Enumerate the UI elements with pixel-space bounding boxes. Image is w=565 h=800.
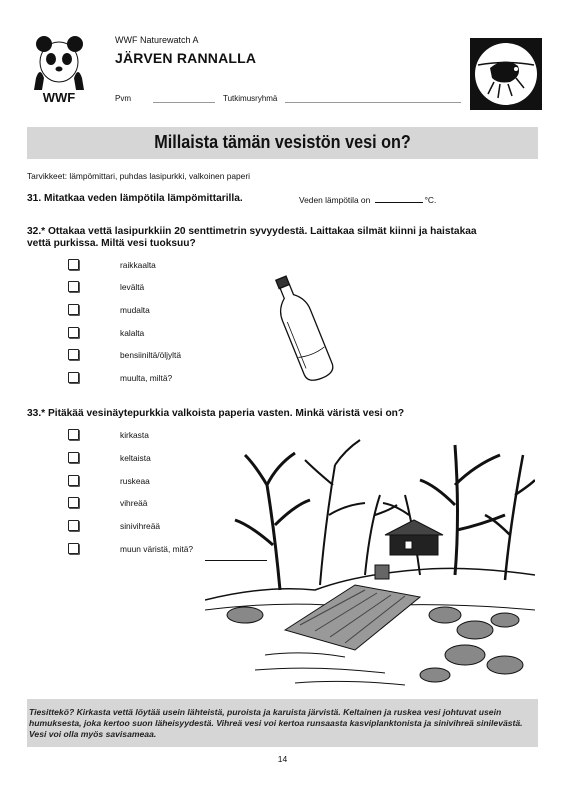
temperature-prefix: Veden lämpötila on	[299, 195, 371, 205]
wwf-panda-logo	[30, 32, 88, 104]
glass-jar-illustration	[265, 272, 340, 387]
question-31: 31. Mitatkaa veden lämpötila lämpömittarilla.	[27, 193, 243, 204]
checkbox[interactable]	[68, 520, 79, 531]
checkbox[interactable]	[68, 372, 79, 383]
logo-text: WWF	[42, 90, 76, 104]
q32-option[interactable]: raikkaalta	[68, 259, 268, 271]
lake-badge-image	[470, 38, 542, 110]
date-field[interactable]	[153, 93, 215, 103]
question-32: 32.* Ottakaa vettä lasipurkkiin 20 senttimetrin syvyydestä. Laittakaa silmät kiinni ja haistakaa vettä purkissa. Miltä vesi tuoksuu?	[27, 226, 477, 249]
checkbox[interactable]	[68, 497, 79, 508]
section-banner	[27, 127, 538, 159]
checkbox[interactable]	[68, 543, 79, 554]
q32-option[interactable]: kalalta	[68, 327, 268, 339]
q33-option[interactable]: keltaista	[68, 452, 268, 464]
q33-option[interactable]: ruskeaa	[68, 475, 268, 487]
q33-option[interactable]: vihreää	[68, 497, 268, 509]
q33-option[interactable]: muun väristä, mitä?	[68, 543, 268, 555]
q32-option[interactable]: bensiiniltä/öljyltä	[68, 349, 268, 361]
checkbox[interactable]	[68, 281, 79, 292]
checkbox[interactable]	[68, 452, 79, 463]
group-label: Tutkimusryhmä	[223, 94, 278, 103]
q32-option[interactable]: levältä	[68, 281, 268, 293]
q33-option[interactable]: kirkasta	[68, 429, 268, 441]
section-title: Millaista tämän vesistön vesi on?	[154, 132, 411, 152]
checkbox[interactable]	[68, 349, 79, 360]
meta-fields	[115, 93, 461, 103]
question-33: 33.* Pitäkää vesinäytepurkkia valkoista paperia vasten. Minkä väristä vesi on?	[27, 408, 405, 419]
q32-option[interactable]: muulta, miltä?	[68, 372, 268, 384]
page-title: JÄRVEN RANNALLA	[115, 50, 257, 66]
checkbox[interactable]	[68, 475, 79, 486]
checkbox[interactable]	[68, 429, 79, 440]
supplies-text: Tarvikkeet: lämpömittari, puhdas lasipurkki, valkoinen paperi	[27, 171, 250, 181]
temperature-suffix: °C.	[424, 195, 437, 205]
q32-option[interactable]: mudalta	[68, 304, 268, 316]
q31-answer	[299, 195, 436, 205]
info-box	[27, 699, 538, 747]
series-label: WWF Naturewatch A	[115, 35, 199, 45]
group-field[interactable]	[285, 93, 461, 103]
checkbox[interactable]	[68, 259, 79, 270]
checkbox[interactable]	[68, 327, 79, 338]
temperature-field[interactable]	[375, 202, 423, 203]
lakeshore-illustration	[205, 425, 535, 690]
q33-option[interactable]: sinivihreää	[68, 520, 268, 532]
date-label: Pvm	[115, 94, 131, 103]
page-number: 14	[277, 754, 288, 764]
checkbox[interactable]	[68, 304, 79, 315]
info-text: Tiesittekö? Kirkasta vettä löytää usein lähteistä, puroista ja karuista järvistä. Keltainen ja ruskea vesi johtuvat usein humuksesta, joka kertoo suon läheisyydestä. Vihreä vesi voi kertoa runsaasta kasviplanktonista ja sinivihreä sinilevästä. Vesi voi olla myös savisameaa.	[29, 707, 523, 739]
